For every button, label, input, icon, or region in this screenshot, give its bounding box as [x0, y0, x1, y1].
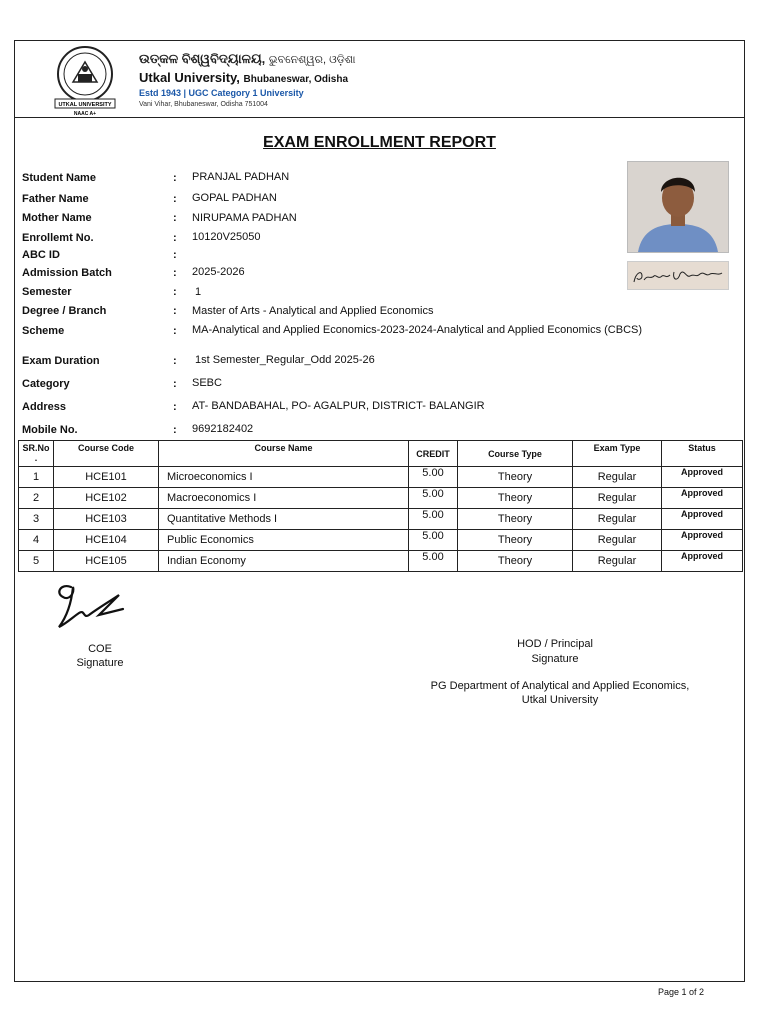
colon: :: [173, 249, 177, 261]
degree-value: Master of Arts - Analytical and Applied Economics: [192, 305, 434, 317]
university-logo-icon: [51, 44, 119, 116]
cell-exam-type: Regular: [573, 509, 662, 530]
cell-credit: 5.00: [409, 488, 458, 509]
cell-status: Approved: [662, 509, 743, 530]
cell-course-code: HCE102: [54, 488, 159, 509]
cell-srno: 2: [19, 488, 54, 509]
cell-course-type: Theory: [458, 551, 573, 572]
page-number: Page 1 of 2: [658, 987, 705, 997]
scheme-label: Scheme: [22, 325, 65, 337]
colon: :: [173, 193, 177, 205]
cell-course-name: Public Economics: [159, 530, 409, 551]
table-row: [19, 467, 743, 488]
department-name: [395, 679, 725, 707]
cell-srno: 5: [19, 551, 54, 572]
header-credit: CREDIT: [409, 441, 458, 467]
colon: :: [173, 378, 177, 390]
category-value: SEBC: [192, 377, 222, 389]
course-table: [18, 440, 743, 572]
header-course-code: Course Code: [54, 441, 159, 467]
student-signature: [627, 261, 729, 290]
university-established: Estd 1943 | UGC Category 1 University: [139, 88, 304, 98]
cell-course-code: HCE103: [54, 509, 159, 530]
student-photo: [627, 161, 729, 253]
mobile-label: Mobile No.: [22, 424, 78, 436]
cell-course-name: Macroeconomics I: [159, 488, 409, 509]
hod-signature-text: Signature: [531, 653, 579, 665]
father-name-label: Father Name: [22, 193, 89, 205]
cell-exam-type: Regular: [573, 488, 662, 509]
colon: :: [173, 401, 177, 413]
cell-course-type: Theory: [458, 488, 573, 509]
cell-srno: 1: [19, 467, 54, 488]
coe-title: COE: [88, 643, 112, 655]
logo-text: UTKAL UNIVERSITY: [58, 102, 112, 108]
address-label: Address: [22, 401, 67, 413]
enrollment-label: Enrollemt No.: [22, 232, 94, 244]
colon: :: [173, 267, 177, 279]
coe-signature-label: [55, 642, 145, 670]
degree-label: Degree / Branch: [22, 305, 107, 317]
header-srno: SR.No .: [19, 441, 54, 467]
exam-duration-value: 1st Semester_Regular_Odd 2025-26: [195, 354, 375, 366]
cell-credit: 5.00: [409, 551, 458, 572]
cell-credit: 5.00: [409, 509, 458, 530]
colon: :: [173, 232, 177, 244]
cell-course-name: Quantitative Methods I: [159, 509, 409, 530]
cell-course-name: Microeconomics I: [159, 467, 409, 488]
semester-value: 1: [195, 286, 202, 298]
cell-course-code: HCE105: [54, 551, 159, 572]
admission-batch-value: 2025-2026: [192, 266, 245, 278]
cell-status: Approved: [662, 467, 743, 488]
colon: :: [173, 172, 177, 184]
table-row: [19, 488, 743, 509]
university-header: [15, 41, 744, 118]
exam-duration-label: Exam Duration: [22, 355, 100, 367]
category-label: Category: [22, 378, 70, 390]
header-status: Status: [662, 441, 743, 467]
student-name-value: PRANJAL PADHAN: [192, 171, 290, 183]
cell-course-type: Theory: [458, 509, 573, 530]
cell-course-name: Indian Economy: [159, 551, 409, 572]
table-row: [19, 530, 743, 551]
header-exam-type: Exam Type: [573, 441, 662, 467]
table-row: [19, 551, 743, 572]
cell-status: Approved: [662, 551, 743, 572]
address-value: AT- BANDABAHAL, PO- AGALPUR, DISTRICT- BALANGIR: [192, 400, 485, 412]
scheme-value: MA-Analytical and Applied Economics-2023-2024-Analytical and Applied Economics (CBCS): [192, 324, 643, 336]
colon: :: [173, 355, 177, 367]
cell-srno: 3: [19, 509, 54, 530]
cell-exam-type: Regular: [573, 530, 662, 551]
student-photo-image: [628, 162, 728, 252]
university-name-odia: ଉତ୍କଳ ବିଶ୍ୱବିଦ୍ୟାଳୟ, ଭୁବନେଶ୍ୱର, ଓଡ଼ିଶା: [139, 51, 356, 66]
cell-course-type: Theory: [458, 467, 573, 488]
mother-name-value: NIRUPAMA PADHAN: [192, 212, 297, 224]
colon: :: [173, 286, 177, 298]
colon: :: [173, 424, 177, 436]
cell-course-code: HCE101: [54, 467, 159, 488]
table-row: [19, 509, 743, 530]
mobile-value: 9692182402: [192, 423, 254, 435]
coe-signature-text: Signature: [76, 657, 124, 669]
report-title: EXAM ENROLLMENT REPORT: [263, 134, 496, 151]
semester-label: Semester: [22, 286, 72, 298]
cell-credit: 5.00: [409, 467, 458, 488]
table-header-row: [19, 441, 743, 467]
cell-exam-type: Regular: [573, 467, 662, 488]
hod-signature-label: [485, 637, 625, 667]
abc-id-label: ABC ID: [22, 249, 60, 261]
cell-exam-type: Regular: [573, 551, 662, 572]
mother-name-label: Mother Name: [22, 212, 92, 224]
student-signature-icon: [628, 262, 728, 289]
header-course-name: Course Name: [159, 441, 409, 467]
cell-status: Approved: [662, 530, 743, 551]
cell-status: Approved: [662, 488, 743, 509]
report-frame: [14, 40, 745, 982]
colon: :: [173, 212, 177, 224]
enrollment-value: 10120V25050: [192, 231, 261, 243]
colon: :: [173, 325, 177, 337]
student-name-label: Student Name: [22, 172, 96, 184]
department-line: PG Department of Analytical and Applied Economics,: [430, 680, 690, 692]
university-name: Utkal University, Bhubaneswar, Odisha: [139, 70, 349, 85]
father-name-value: GOPAL PADHAN: [192, 192, 277, 204]
cell-credit: 5.00: [409, 530, 458, 551]
coe-signature-icon: [53, 579, 153, 639]
naac-grade: NAAC A+: [73, 111, 97, 116]
colon: :: [173, 305, 177, 317]
university-line: Utkal University: [521, 694, 599, 706]
header-course-type: Course Type: [458, 441, 573, 467]
admission-batch-label: Admission Batch: [22, 267, 112, 279]
university-address: Vani Vihar, Bhubaneswar, Odisha 751004: [139, 101, 268, 108]
cell-course-code: HCE104: [54, 530, 159, 551]
cell-course-type: Theory: [458, 530, 573, 551]
hod-title: HOD / Principal: [517, 638, 593, 650]
cell-srno: 4: [19, 530, 54, 551]
